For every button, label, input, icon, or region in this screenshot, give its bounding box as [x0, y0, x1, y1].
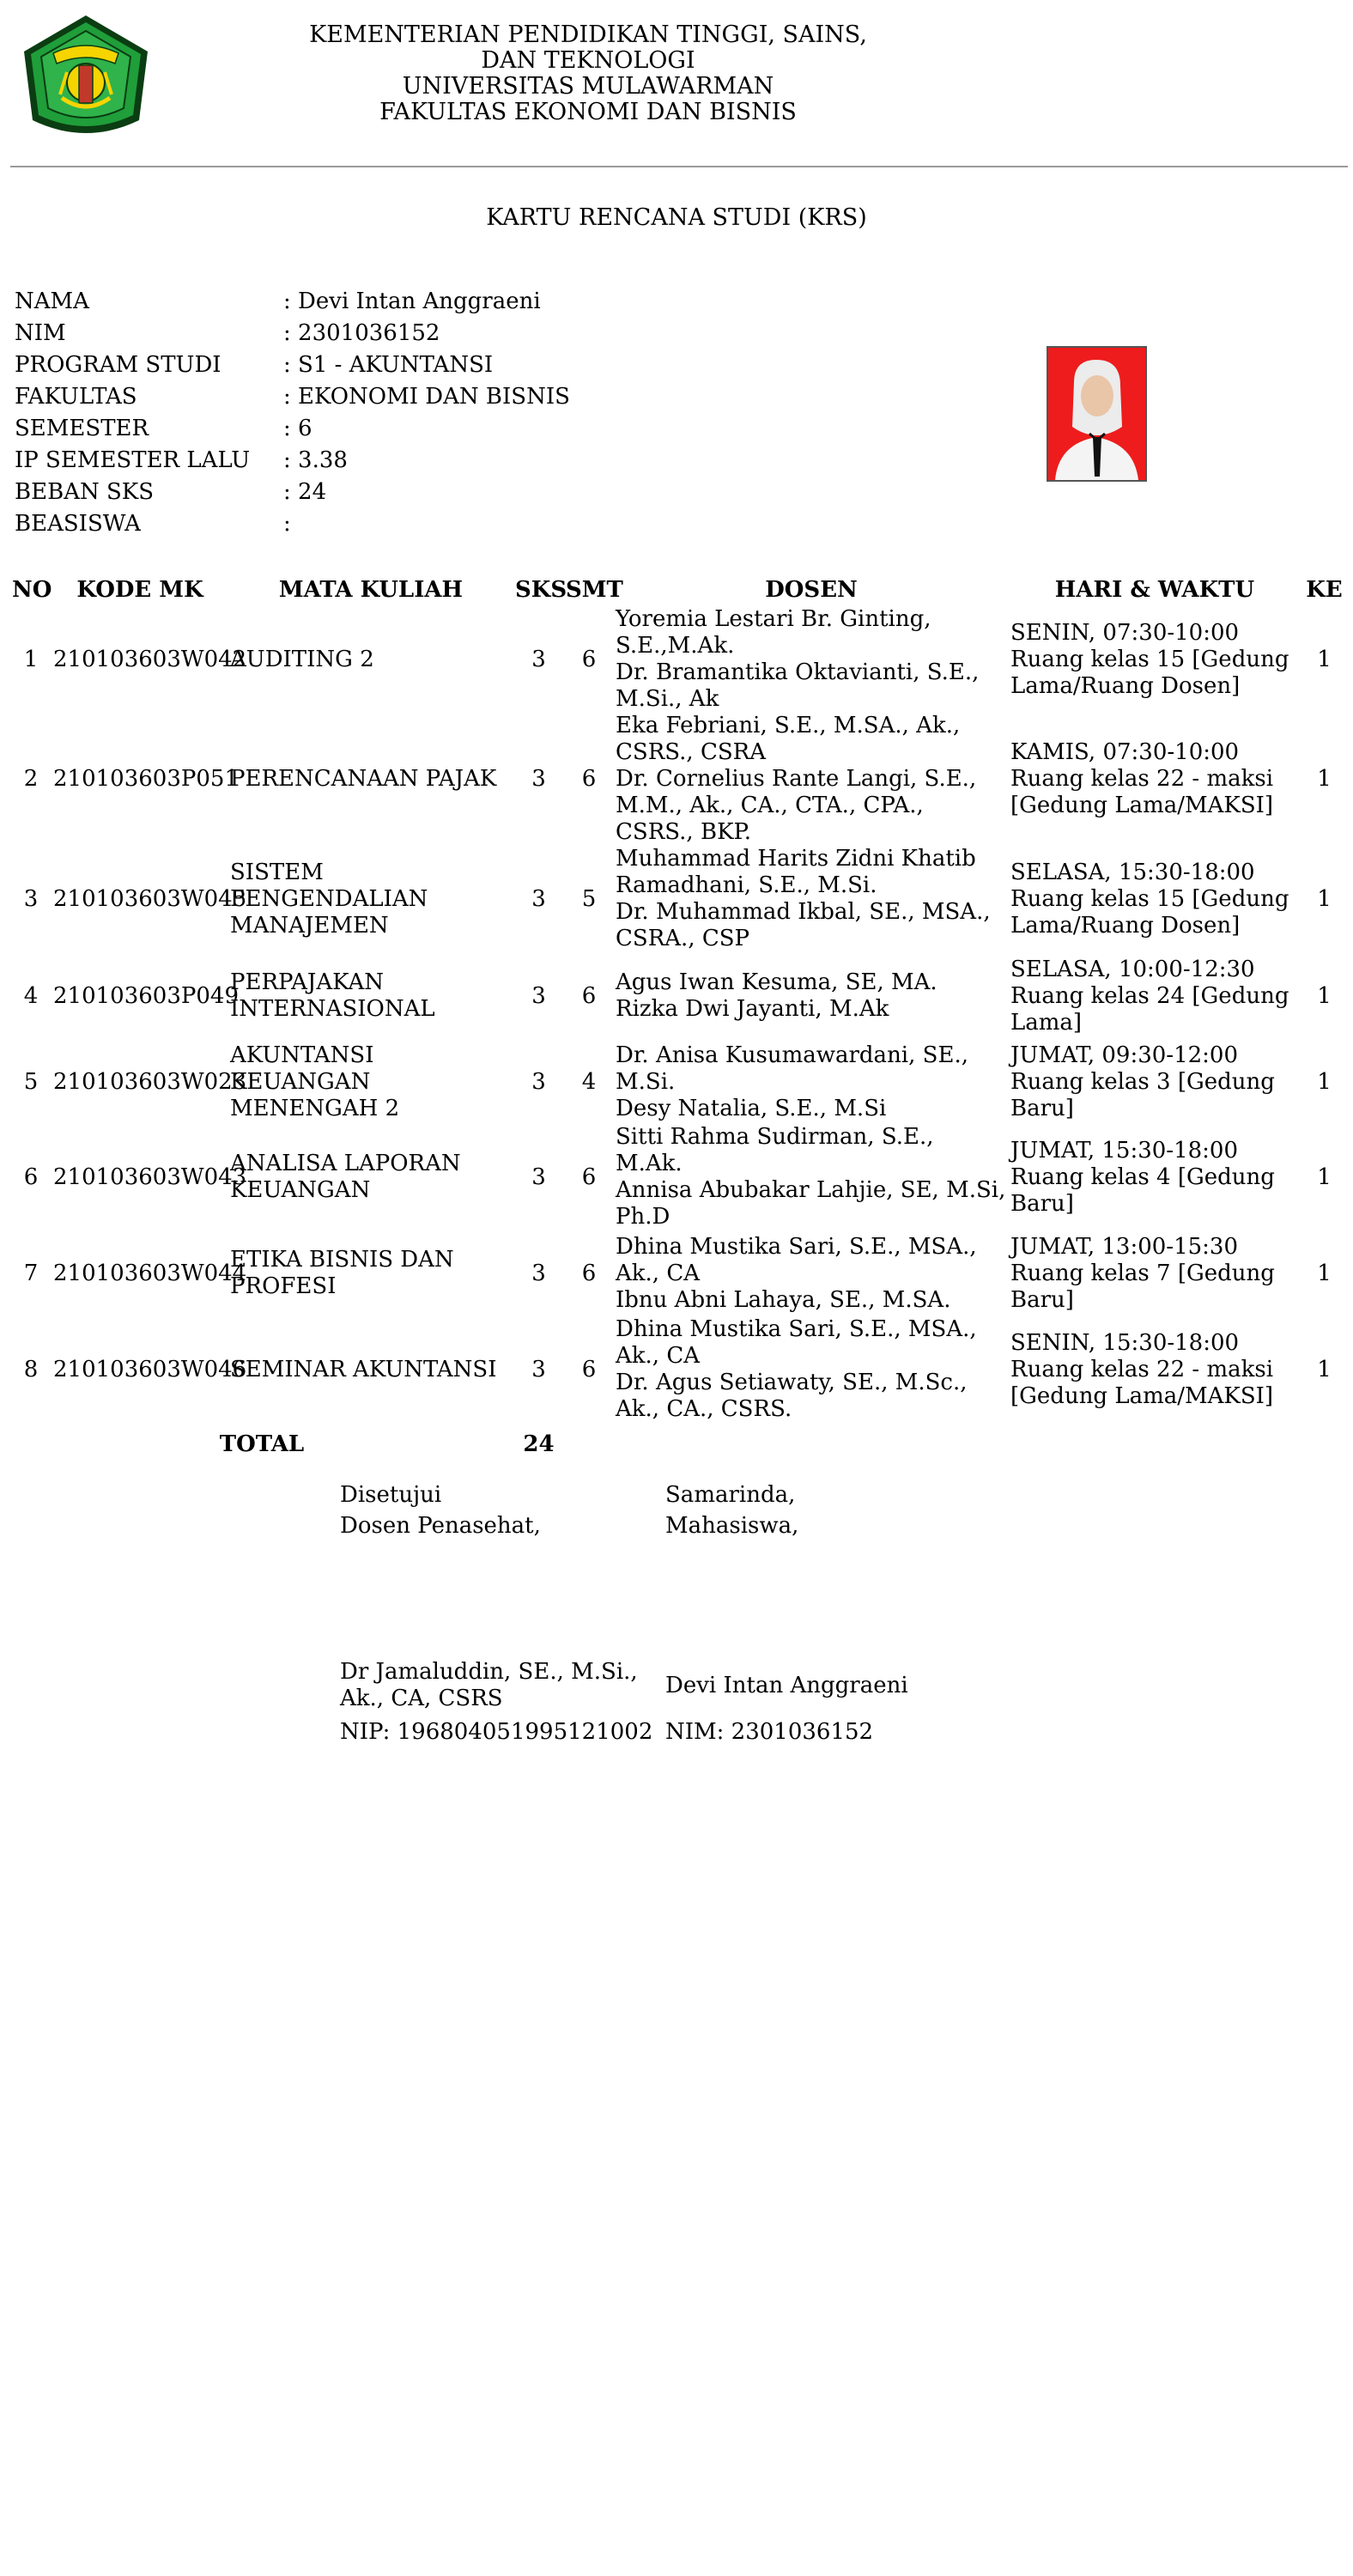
cell-smt: 6 — [581, 1260, 597, 1286]
hari: KAMIS, 07:30-10:00 — [1010, 739, 1240, 765]
cell-mata-kuliah: AKUNTANSI KEUANGAN MENENGAH 2 — [230, 1042, 400, 1121]
hari: JUMAT, 15:30-18:00 — [1010, 1137, 1239, 1163]
sig-left-name: Dr Jamaluddin, SE., M.Si., Ak., CA, CSRS — [340, 1659, 638, 1711]
cell-smt: 6 — [581, 646, 597, 672]
cell-sks: 3 — [531, 885, 546, 912]
cell-mata-kuliah: SISTEM PENGENDALIAN MANAJEMEN — [230, 859, 428, 939]
cell-hari-waktu — [1009, 1040, 1301, 1124]
dosen-1: Dhina Mustika Sari, S.E., MSA., Ak., CA — [616, 1233, 977, 1286]
dosen-2: Dr. Agus Setiawaty, SE., M.Sc., Ak., CA., CSRS. — [616, 1370, 968, 1422]
cell-dosen — [614, 1230, 1009, 1316]
student-photo — [1047, 346, 1147, 482]
cell-hari-waktu — [1009, 713, 1301, 846]
ruang: Ruang kelas 22 - maksi [Gedung Lama/MAKSI] — [1010, 1356, 1274, 1409]
cell-kode: 210103603W042 — [53, 646, 247, 672]
total-sks: 24 — [523, 1431, 555, 1457]
header-sks: SKS — [515, 576, 567, 603]
institution-header — [275, 22, 901, 125]
ruang: Ruang kelas 15 [Gedung Lama/Ruang Dosen] — [1010, 885, 1289, 939]
ruang: Ruang kelas 15 [Gedung Lama/Ruang Dosen] — [1010, 646, 1289, 699]
info-value-beasiswa: : — [283, 511, 291, 537]
dosen-2: Desy Natalia, S.E., M.Si — [616, 1095, 887, 1121]
sig-left-line1: Disetujui — [340, 1482, 442, 1508]
cell-no: 7 — [23, 1260, 39, 1286]
sig-right-nim: NIM: 2301036152 — [665, 1719, 874, 1745]
cell-no: 5 — [23, 1068, 39, 1095]
cell-ke: 1 — [1317, 766, 1332, 792]
ruang: Ruang kelas 24 [Gedung Lama] — [1010, 982, 1289, 1036]
cell-hari-waktu — [1009, 952, 1301, 1040]
info-label-fakultas: FAKULTAS — [15, 384, 137, 410]
hari: SENIN, 07:30-10:00 — [1010, 619, 1240, 646]
header-no: NO — [12, 576, 52, 603]
cell-sks: 3 — [531, 646, 546, 672]
cell-dosen — [614, 606, 1009, 713]
header-line-2: DAN TEKNOLOGI — [481, 47, 695, 74]
sig-right-line2: Mahasiswa, — [665, 1513, 799, 1539]
info-label-beban-sks: BEBAN SKS — [15, 479, 155, 505]
cell-ke: 1 — [1317, 1068, 1332, 1095]
cell-sks: 3 — [531, 982, 546, 1009]
cell-kode: 210103603W046 — [53, 1356, 247, 1382]
cell-no: 2 — [23, 766, 39, 792]
cell-ke: 1 — [1317, 1163, 1332, 1190]
info-label-nama: NAMA — [15, 289, 89, 314]
info-label-nim: NIM — [15, 320, 66, 346]
info-label-beasiswa: BEASISWA — [15, 511, 141, 537]
header-dosen: DOSEN — [765, 576, 858, 603]
cell-smt: 6 — [581, 766, 597, 792]
cell-sks: 3 — [531, 1068, 546, 1095]
dosen-1: Dr. Anisa Kusumawardani, SE., M.Si. — [616, 1042, 968, 1095]
sig-right-name: Devi Intan Anggraeni — [665, 1673, 908, 1698]
dosen-2: Dr. Bramantika Oktavianti, S.E., M.Si., Ak — [616, 659, 980, 712]
cell-mata-kuliah: PERPAJAKAN INTERNASIONAL — [230, 969, 435, 1022]
dosen-1: Agus Iwan Kesuma, SE, MA. — [616, 969, 937, 995]
header-line-1: KEMENTERIAN PENDIDIKAN TINGGI, SAINS, — [309, 21, 867, 48]
cell-kode: 210103603P049 — [53, 982, 239, 1009]
cell-ke: 1 — [1317, 646, 1332, 672]
cell-dosen — [614, 846, 1009, 952]
ruang: Ruang kelas 7 [Gedung Baru] — [1010, 1260, 1275, 1313]
info-value-semester: : 6 — [283, 416, 312, 441]
table-row — [10, 1040, 1348, 1124]
cell-dosen — [614, 952, 1009, 1040]
sig-right-line1: Samarinda, — [665, 1482, 796, 1508]
cell-sks: 3 — [531, 1260, 546, 1286]
table-row — [10, 1124, 1348, 1230]
header-mata-kuliah: MATA KULIAH — [278, 576, 464, 603]
header-divider — [10, 166, 1348, 167]
header-smt: SMT — [566, 576, 623, 603]
info-value-nama: : Devi Intan Anggraeni — [283, 289, 541, 314]
cell-sks: 3 — [531, 1163, 546, 1190]
cell-no: 3 — [23, 885, 39, 912]
header-line-4: FAKULTAS EKONOMI DAN BISNIS — [379, 99, 797, 125]
cell-hari-waktu — [1009, 606, 1301, 713]
document-title: KARTU RENCANA STUDI (KRS) — [486, 204, 867, 231]
cell-hari-waktu — [1009, 846, 1301, 952]
cell-no: 1 — [23, 646, 39, 672]
cell-ke: 1 — [1317, 982, 1332, 1009]
cell-kode: 210103603W043 — [53, 1163, 247, 1190]
header-kode-mk: KODE MK — [76, 576, 203, 603]
hari: SELASA, 10:00-12:30 — [1010, 956, 1255, 982]
header-line-3: UNIVERSITAS MULAWARMAN — [402, 73, 774, 100]
university-logo — [19, 12, 153, 143]
total-label — [10, 1423, 513, 1466]
cell-smt: 6 — [581, 1356, 597, 1382]
info-value-beban-sks: : 24 — [283, 479, 327, 505]
info-label-semester: SEMESTER — [15, 416, 149, 441]
ruang: Ruang kelas 3 [Gedung Baru] — [1010, 1068, 1275, 1121]
ruang: Ruang kelas 22 - maksi [Gedung Lama/MAKSI] — [1010, 766, 1274, 818]
info-value-fakultas: : EKONOMI DAN BISNIS — [283, 384, 570, 410]
table-header-row — [10, 574, 1348, 606]
hari: JUMAT, 13:00-15:30 — [1010, 1233, 1239, 1260]
cell-mata-kuliah: AUDITING 2 — [230, 646, 374, 672]
dosen-1: Dhina Mustika Sari, S.E., MSA., Ak., CA — [616, 1316, 977, 1369]
cell-no: 8 — [23, 1356, 39, 1382]
ruang: Ruang kelas 4 [Gedung Baru] — [1010, 1163, 1275, 1217]
table-row — [10, 1316, 1348, 1423]
dosen-1: Sitti Rahma Sudirman, S.E., M.Ak. — [616, 1124, 934, 1176]
total-filler — [564, 1423, 1348, 1466]
dosen-2: Dr. Muhammad Ikbal, SE., MSA., CSRA., CSP — [616, 899, 991, 951]
course-table — [10, 574, 1348, 1466]
cell-kode: 210103603W023 — [53, 1068, 247, 1095]
dosen-1: Eka Febriani, S.E., M.SA., Ak., CSRS., CSRA — [616, 713, 961, 765]
dosen-2: Rizka Dwi Jayanti, M.Ak — [616, 996, 889, 1022]
cell-kode: 210103603W045 — [53, 885, 247, 912]
cell-hari-waktu — [1009, 1230, 1301, 1316]
info-label-program-studi: PROGRAM STUDI — [15, 352, 221, 378]
cell-hari-waktu — [1009, 1124, 1301, 1230]
cell-kode: 210103603W044 — [53, 1260, 247, 1286]
cell-kode: 210103603P051 — [53, 766, 239, 792]
dosen-1: Yoremia Lestari Br. Ginting, S.E.,M.Ak. — [616, 606, 931, 659]
table-row — [10, 606, 1348, 713]
cell-ke: 1 — [1317, 1260, 1332, 1286]
hari: SENIN, 15:30-18:00 — [1010, 1329, 1240, 1356]
cell-dosen — [614, 1124, 1009, 1230]
info-value-program-studi: : S1 - AKUNTANSI — [283, 352, 494, 378]
dosen-2: Dr. Cornelius Rante Langi, S.E., M.M., Ak., CA., CTA., CPA., CSRS., BKP. — [616, 766, 977, 845]
hari: SELASA, 15:30-18:00 — [1010, 859, 1255, 885]
cell-no: 4 — [23, 982, 39, 1009]
dosen-2: Ibnu Abni Lahaya, SE., M.SA. — [616, 1286, 951, 1313]
cell-dosen — [614, 1040, 1009, 1124]
table-row — [10, 713, 1348, 846]
cell-ke: 1 — [1317, 885, 1332, 912]
cell-mata-kuliah: ETIKA BISNIS DAN PROFESI — [230, 1247, 454, 1299]
cell-smt: 5 — [581, 885, 597, 912]
header-ke: KE — [1306, 576, 1343, 603]
info-value-nim: : 2301036152 — [283, 320, 440, 346]
table-row — [10, 952, 1348, 1040]
table-row — [10, 846, 1348, 952]
cell-sks: 3 — [531, 1356, 546, 1382]
cell-no: 6 — [23, 1163, 39, 1190]
cell-mata-kuliah: PERENCANAAN PAJAK — [230, 766, 497, 792]
header-hari-waktu: HARI & WAKTU — [1054, 576, 1255, 603]
total-row — [10, 1423, 1348, 1466]
cell-ke: 1 — [1317, 1356, 1332, 1382]
cell-smt: 6 — [581, 1163, 597, 1190]
cell-hari-waktu — [1009, 1316, 1301, 1423]
info-label-ip-semester: IP SEMESTER LALU — [15, 447, 251, 473]
dosen-1: Muhammad Harits Zidni Khatib Ramadhani, S.E., M.Si. — [616, 846, 976, 898]
cell-smt: 6 — [581, 982, 597, 1009]
cell-mata-kuliah: SEMINAR AKUNTANSI — [230, 1356, 497, 1382]
dosen-2: Annisa Abubakar Lahjie, SE, M.Si, Ph.D — [616, 1177, 1006, 1230]
cell-sks: 3 — [531, 766, 546, 792]
sig-left-nip: NIP: 196804051995121002 — [340, 1719, 653, 1745]
info-value-ip-semester: : 3.38 — [283, 447, 348, 473]
table-row — [10, 1230, 1348, 1316]
cell-mata-kuliah: ANALISA LAPORAN KEUANGAN — [230, 1151, 461, 1203]
total-label-text: TOTAL — [219, 1431, 305, 1457]
sig-left-line2: Dosen Penasehat, — [340, 1513, 541, 1539]
cell-dosen — [614, 713, 1009, 846]
hari: JUMAT, 09:30-12:00 — [1010, 1042, 1239, 1068]
cell-dosen — [614, 1316, 1009, 1423]
cell-smt: 4 — [581, 1068, 597, 1095]
